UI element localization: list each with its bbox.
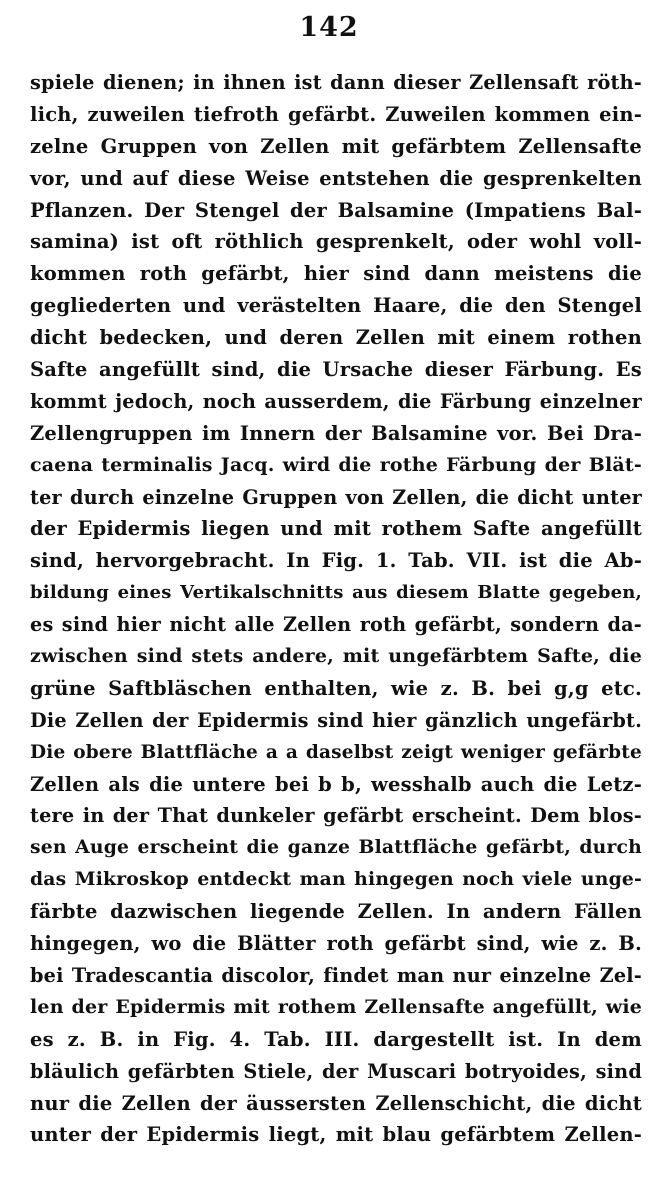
page-number: 142 [299,12,359,43]
text-line: bläulich gefärbten Stiele, der Muscari botryoides, sind [30,1059,642,1083]
text-line: sen Auge erscheint die ganze Blattfläche gefärbt, durch [30,836,642,859]
text-line: bildung eines Vertikalschnitts aus diesem Blatte gegeben, [30,582,642,604]
text-line: kommt jedoch, noch ausserdem, die Färbung einzelner [30,389,642,413]
text-line: hingegen, wo die Blätter roth gefärbt sind, wie z. B. [30,932,642,956]
text-line: Die obere Blattfläche a a daselbst zeigt weniger gefärbte [30,741,642,763]
text-line: Die Zellen der Epidermis sind hier gänzlich ungefärbt. [30,708,642,732]
text-line: Safte angefüllt sind, die Ursache dieser Färbung. Es [30,358,642,382]
text-line: zelne Gruppen von Zellen mit gefärbtem Zellensafte [30,134,642,158]
text-line: dicht bedecken, und deren Zellen mit einem rothen [30,326,642,350]
text-line: das Mikroskop entdeckt man hingegen noch viele unge- [30,868,642,891]
text-line: ter durch einzelne Gruppen von Zellen, die dicht unter [30,485,642,509]
text-line: len der Epidermis mit rothem Zellensafte angefüllt, wie [30,995,643,1018]
text-line: sind, hervorgebracht. In Fig. 1. Tab. VII. ist die Ab- [30,549,642,573]
text-line: der Epidermis liegen und mit rothem Safte angefüllt [30,517,642,541]
text-line: Zellengruppen im Innern der Balsamine vor. Bei Dra- [30,421,642,445]
text-line: bei Tradescantia discolor, findet man nur einzelne Zel- [30,963,642,987]
text-line: samina) ist oft röthlich gesprenkelt, oder wohl voll- [30,230,642,254]
body-text [30,67,642,1151]
text-line: es z. B. in Fig. 4. Tab. III. dargestellt ist. In dem [30,1027,642,1051]
text-line: gegliederten und verästelten Haare, die den Stengel [30,294,642,318]
text-line: vor, und auf diese Weise entstehen die gesprenkelten [30,166,642,190]
text-line: Zellen als die untere bei b b, wesshalb auch die Letz- [30,772,642,796]
text-line: lich, zuweilen tiefroth gefärbt. Zuweilen kommen ein- [30,102,642,126]
text-line: zwischen sind stets andere, mit ungefärbtem Safte, die [30,645,642,668]
text-line: es sind hier nicht alle Zellen roth gefärbt, sondern da- [30,613,642,637]
text-line: caena terminalis Jacq. wird die rothe Färbung der Blät- [30,453,642,476]
text-line: Pflanzen. Der Stengel der Balsamine (Impatiens Bal- [30,198,642,222]
text-line: nur die Zellen der äussersten Zellenschicht, die dicht [30,1091,642,1115]
text-line: spiele dienen; in ihnen ist dann dieser Zellensaft röth- [30,71,642,94]
text-line: tere in der That dunkeler gefärbt erscheint. Dem blos- [30,804,642,828]
text-line: färbte dazwischen liegende Zellen. In andern Fällen [30,900,642,924]
text-line: unter der Epidermis liegt, mit blau gefärbtem Zellen- [30,1123,642,1147]
text-line: kommen roth gefärbt, hier sind dann meistens die [30,262,642,286]
text-line: grüne Saftbläschen enthalten, wie z. B. bei g,g etc. [30,676,642,700]
